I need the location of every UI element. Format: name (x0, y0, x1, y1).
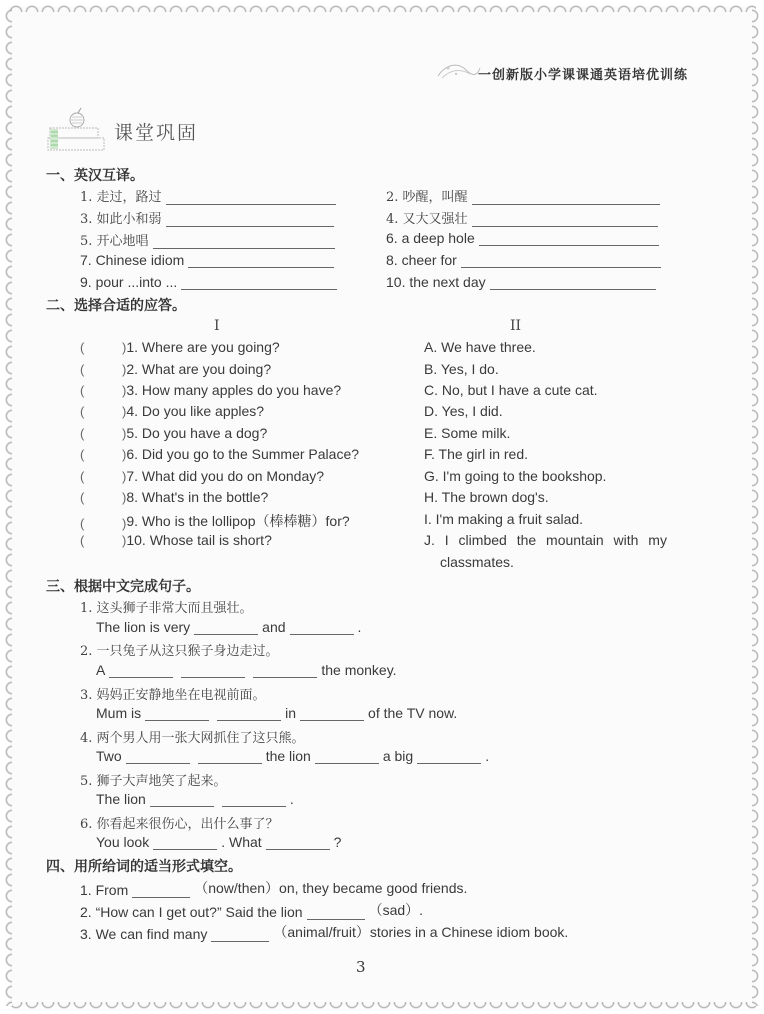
en-sentence: You look . What ? (96, 834, 342, 850)
answer-option: I. I'm making a fruit salad. (424, 511, 584, 527)
question-row: ( ) 5. Do you have a dog? (80, 425, 268, 441)
en-sentence: Mum is in of the TV now. (96, 705, 458, 721)
stamp-border-bottom (8, 1002, 756, 1010)
answer-blank[interactable] (194, 622, 258, 635)
answer-blank[interactable] (253, 665, 317, 678)
answer-paren[interactable]: ( (80, 426, 85, 441)
section-3-title: 三、根据中文完成句子。 (46, 579, 200, 595)
answer-blank[interactable] (222, 794, 286, 807)
answer-blank[interactable] (300, 708, 364, 721)
answer-blank[interactable] (166, 190, 336, 205)
answer-blank[interactable] (472, 190, 660, 205)
question-text: 2. What are you doing? (126, 361, 272, 377)
stamp-border-left (4, 8, 12, 1006)
answer-blank[interactable] (211, 929, 269, 942)
question-row: ( ) 6. Did you go to the Summer Palace? (80, 446, 360, 462)
question-text: 9. Who is the lollipop（棒棒糖）for? (126, 513, 350, 529)
question-text: 7. What did you do on Monday? (126, 468, 325, 484)
answer-option: A. We have three. (424, 339, 536, 355)
item-label: 6. a deep hole (386, 230, 475, 246)
answer-paren[interactable]: ( (80, 533, 85, 548)
answer-paren[interactable]: ( (80, 404, 85, 419)
swirl-decoration-icon (436, 60, 482, 82)
translation-item-1 (80, 186, 336, 205)
cn-sentence: 2. 一只兔子从这只猴子身边走过。 (80, 644, 279, 659)
answer-blank[interactable] (145, 708, 209, 721)
answer-blank[interactable] (198, 751, 262, 764)
item-label: 2. 吵醒，叫醒 (386, 190, 468, 205)
answer-option: F. The girl in red. (424, 446, 529, 462)
answer-blank[interactable] (153, 234, 335, 249)
en-sentence: Two the lion a big . (96, 748, 490, 764)
lesson-title: 课堂巩固 (114, 122, 199, 144)
answer-paren[interactable]: ( (80, 383, 85, 398)
answer-blank[interactable] (153, 837, 217, 850)
answer-blank[interactable] (126, 751, 190, 764)
series-title: 一创新版小学课课通英语培优训练 (478, 68, 689, 83)
question-row: ( ) 9. Who is the lollipop（棒棒糖）for? (80, 513, 350, 531)
answer-option: J. I climbed the mountain with my (424, 532, 667, 548)
answer-blank[interactable] (181, 665, 245, 678)
column-2-heading: II (510, 318, 522, 334)
answer-option: D. Yes, I did. (424, 403, 503, 419)
translation-item-6 (386, 230, 659, 246)
question-text: 3. How many apples do you have? (126, 382, 342, 398)
answer-blank[interactable] (132, 885, 190, 898)
question-row: ( ) 2. What are you doing? (80, 361, 272, 377)
stamp-border-right (752, 8, 760, 1006)
cn-sentence: 4. 两个男人用一张大网抓住了这只熊。 (80, 731, 305, 746)
answer-paren[interactable]: ( (80, 490, 85, 505)
translation-item-2 (386, 186, 660, 205)
answer-blank[interactable] (290, 622, 354, 635)
stamp-border-top (8, 4, 756, 12)
item-label: 3. 如此小和弱 (80, 212, 162, 227)
books-apple-icon (46, 106, 108, 154)
item-label: 8. cheer for (386, 252, 457, 268)
answer-blank[interactable] (188, 253, 334, 268)
section-4-title: 四、用所给词的适当形式填空。 (46, 859, 242, 875)
translation-item-4 (386, 208, 658, 227)
answer-option: B. Yes, I do. (424, 361, 499, 377)
item-label: 1. 走过，路过 (80, 190, 162, 205)
answer-blank[interactable] (166, 212, 334, 227)
translation-item-3 (80, 208, 334, 227)
question-text: 5. Do you have a dog? (126, 425, 268, 441)
question-row: ( ) 7. What did you do on Monday? (80, 468, 325, 484)
question-text: 10. Whose tail is short? (126, 532, 272, 548)
answer-blank[interactable] (109, 665, 173, 678)
answer-blank[interactable] (217, 708, 281, 721)
question-row: ( ) 4. Do you like apples? (80, 403, 265, 419)
answer-blank[interactable] (181, 275, 337, 290)
answer-option: E. Some milk. (424, 425, 511, 441)
question-row: ( ) 3. How many apples do you have? (80, 382, 342, 398)
question-row: ( ) 8. What's in the bottle? (80, 489, 269, 505)
cn-sentence: 5. 狮子大声地笑了起来。 (80, 774, 227, 789)
item-label: 4. 又大又强壮 (386, 212, 468, 227)
answer-paren[interactable]: ( (80, 516, 85, 531)
translation-item-10 (386, 274, 656, 290)
page-number: 3 (356, 958, 366, 976)
item-label: 9. pour ...into ... (80, 274, 178, 290)
answer-blank[interactable] (417, 751, 481, 764)
answer-blank[interactable] (490, 275, 656, 290)
item-label: 5. 开心地唱 (80, 234, 149, 249)
translation-item-5 (80, 230, 335, 249)
cn-sentence: 3. 妈妈正安静地坐在电视前面。 (80, 688, 266, 703)
section-2-title: 二、选择合适的应答。 (46, 298, 186, 314)
question-text: 8. What's in the bottle? (126, 489, 269, 505)
translation-item-7 (80, 252, 334, 268)
en-sentence: The lion . (96, 791, 294, 807)
question-text: 1. Where are you going? (126, 339, 280, 355)
answer-option: H. The brown dog's. (424, 489, 549, 505)
column-1-heading: I (214, 318, 220, 334)
cn-sentence: 1. 这头狮子非常大而且强壮。 (80, 601, 253, 616)
answer-option-continued: classmates. (440, 554, 514, 570)
question-text: 6. Did you go to the Summer Palace? (126, 446, 360, 462)
answer-paren[interactable]: ( (80, 362, 85, 377)
answer-option: C. No, but I have a cute cat. (424, 382, 598, 398)
answer-blank[interactable] (150, 794, 214, 807)
fill-in-item: 3. We can find many （animal/fruit）stories in a Chinese idiom book. (80, 924, 569, 942)
answer-blank[interactable] (479, 231, 659, 246)
fill-in-item: 1. From （now/then）on, they became good friends. (80, 880, 468, 898)
question-text: 4. Do you like apples? (126, 403, 265, 419)
question-row: ( ) 1. Where are you going? (80, 339, 280, 355)
answer-blank[interactable] (307, 907, 365, 920)
answer-blank[interactable] (266, 837, 330, 850)
answer-blank[interactable] (315, 751, 379, 764)
cn-sentence: 6. 你看起来很伤心，出什么事了？ (80, 817, 279, 832)
translation-item-8 (386, 252, 661, 268)
answer-paren[interactable]: ( (80, 340, 85, 355)
item-label: 10. the next day (386, 274, 486, 290)
answer-paren[interactable]: ( (80, 447, 85, 462)
answer-option: G. I'm going to the bookshop. (424, 468, 607, 484)
en-sentence: The lion is very and . (96, 619, 362, 635)
item-label: 7. Chinese idiom (80, 252, 185, 268)
answer-blank[interactable] (472, 212, 658, 227)
fill-in-item: 2. “How can I get out?” Said the lion （sad）. (80, 902, 424, 920)
answer-paren[interactable]: ( (80, 469, 85, 484)
section-1-title: 一、英汉互译。 (46, 168, 144, 184)
question-row: ( ) 10. Whose tail is short? (80, 532, 272, 548)
en-sentence: A the monkey. (96, 662, 397, 678)
answer-blank[interactable] (461, 253, 661, 268)
translation-item-9 (80, 274, 337, 290)
